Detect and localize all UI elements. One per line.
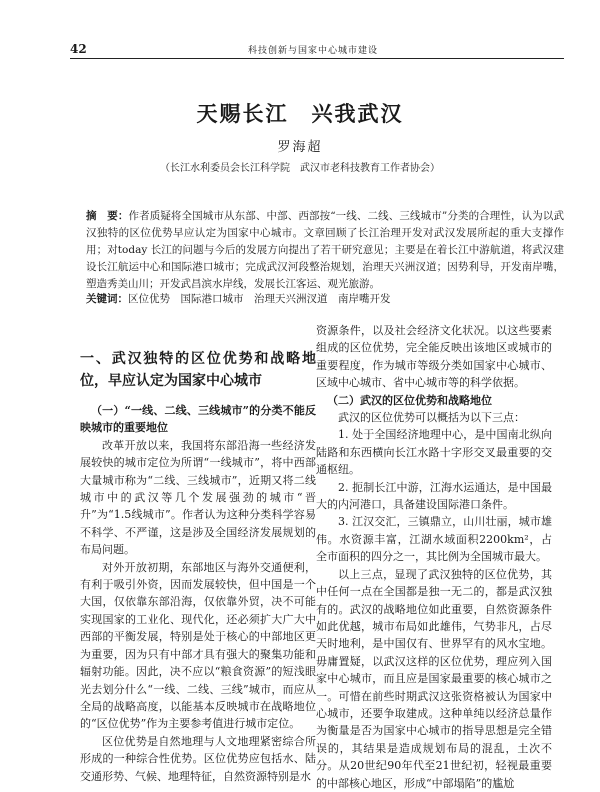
running-head: 科技创新与国家中心城市建设 bbox=[248, 46, 379, 56]
article-title: 天赐长江 兴我武汉 bbox=[196, 102, 404, 126]
paragraph: 改革开放以来，我国将东部沿海一些经济发展较快的城市定位为所谓“一线城市”，将中西部大量城市称为“二线、三线城市”，近期又将二线城市中的武汉等几个发展强劲的城市“晋升”为“1.5线城市”。作者认为这种分类科学容易不科学、不严谨，这是涉及全国经济发展规划的布局问题。 bbox=[80, 438, 316, 557]
list-item: 2. 扼制长江中游，江海水运通达，是中国最大的内河港口，具备建设国际港口条件。 bbox=[316, 480, 552, 512]
keywords bbox=[86, 291, 564, 308]
paragraph: 以上三点，显现了武汉独特的区位优势，其中任何一点在全国都是独一无二的，都是武汉独有的。武汉的战略地位如此重要，自然资源条件如此优越，城市布局如此雄伟，气势非凡，占尽天时地利，是中国仅有、世界罕有的风水宝地。毋庸置疑，以武汉这样的区位优势，理应列入国家中心城市，而且应是国家最重要的核心城市之一。可惜在前些时期武汉这张资格被认为国家中心城市，还要争取建成。这种单纯以经济总量作为衡量是否为国家中心城市的指导思想是完全错误的，其结果是造成规划布局的混乱，土次不分。从20世纪90年代至21世纪初，轻视最重要的中部核心地区，形成“中部塌陷”的尴尬 bbox=[316, 567, 552, 790]
list-item: 3. 江汉交汇，三镇鼎立，山川壮丽，城市雄伟。水资源丰富，江湖水域面积2200km²，占全市面积的四分之一，其比例为全国城市最大。 bbox=[316, 515, 552, 564]
paragraph-continued: 资源条件，以及社会经济文化状况。以这些要素组成的区位优势，完全能反映出该地区或城市的重要程度，作为城市等级分类如国家中心城市、区域中心城市、省中心城市等的科学依据。 bbox=[316, 324, 552, 390]
keywords-text: 区位优势 国际港口城市 治理天兴洲汊道 南岸嘴开发 bbox=[128, 293, 391, 305]
abstract bbox=[86, 208, 564, 293]
keywords-label: 关键词： bbox=[86, 293, 128, 305]
left-column bbox=[80, 340, 316, 785]
page-number: 42 bbox=[70, 42, 87, 56]
section-1-heading: 一、武汉独特的区位优势和战略地位，早应认定为国家中心城市 bbox=[80, 351, 316, 389]
subsection-2-heading: （二）武汉的区位优势和战略地位 bbox=[327, 393, 492, 407]
paragraph: 武汉的区位优势可以概括为以下三点： bbox=[338, 411, 525, 425]
abstract-label: 摘 要： bbox=[86, 210, 129, 222]
header-rule bbox=[70, 58, 564, 59]
paragraph: 区位优势是自然地理与人文地理紧密综合所形成的一种综合性优势。区位优势应包括水、陆交通形势、气候、地理特征，自然资源特别是水 bbox=[80, 734, 316, 783]
author-affiliation: （长江水利委员会长江科学院 武汉市老科技教育工作者协会） bbox=[160, 163, 440, 174]
page-header bbox=[70, 42, 564, 56]
list-item: 1. 处于全国经济地理中心，是中国南北纵向陆路和东西横向长江水路十字形交叉最重要的交通枢纽。 bbox=[316, 428, 552, 477]
right-column bbox=[316, 322, 552, 792]
article-author: 罗海超 bbox=[277, 140, 323, 155]
abstract-text: 作者质疑将全国城市从东部、中部、西部按“一线、二线、三线城市”分类的合理性，认为以武汉独特的区位优势早应认定为国家中心城市。文章回顾了长江治理开发对武汉发展所起的重大支撑作用；对today 长江的问题与今后的发展方向提出了若干研究意见；主要是在着长江中游航道，将武汉建设长江航运中心和国际港口城市；完成武汉河段整治规划，治理天兴洲汊道；因势利导，开发南岸嘴，塑造秀美山川；开发武昌滨水岸线，发展长江客运、观光旅游。 bbox=[86, 210, 565, 290]
subsection-1-heading: （一）“一线、二线、三线城市”的分类不能反映城市的重要地位 bbox=[80, 404, 316, 435]
paragraph: 对外开放初期，东部地区与海外交通便利，有利于吸引外资，因而发展较快，但中国是一个大国，仅依靠东部沿海，仅依靠外贸，决不可能实现国家的工业化、现代化，还必须扩大广大中西部的平衡发展，特别是处于核心的中部地区更为重要，因为只有中部才具有强大的聚集功能和辐射功能。因此，决不应以“粮食资源”的短浅眼光去划分什么“一线、二线、三线”城市，而应从全局的战略高度，以能基本反映城市在战略地位的“区位优势”作为主要参考值进行城市定位。 bbox=[80, 560, 316, 731]
